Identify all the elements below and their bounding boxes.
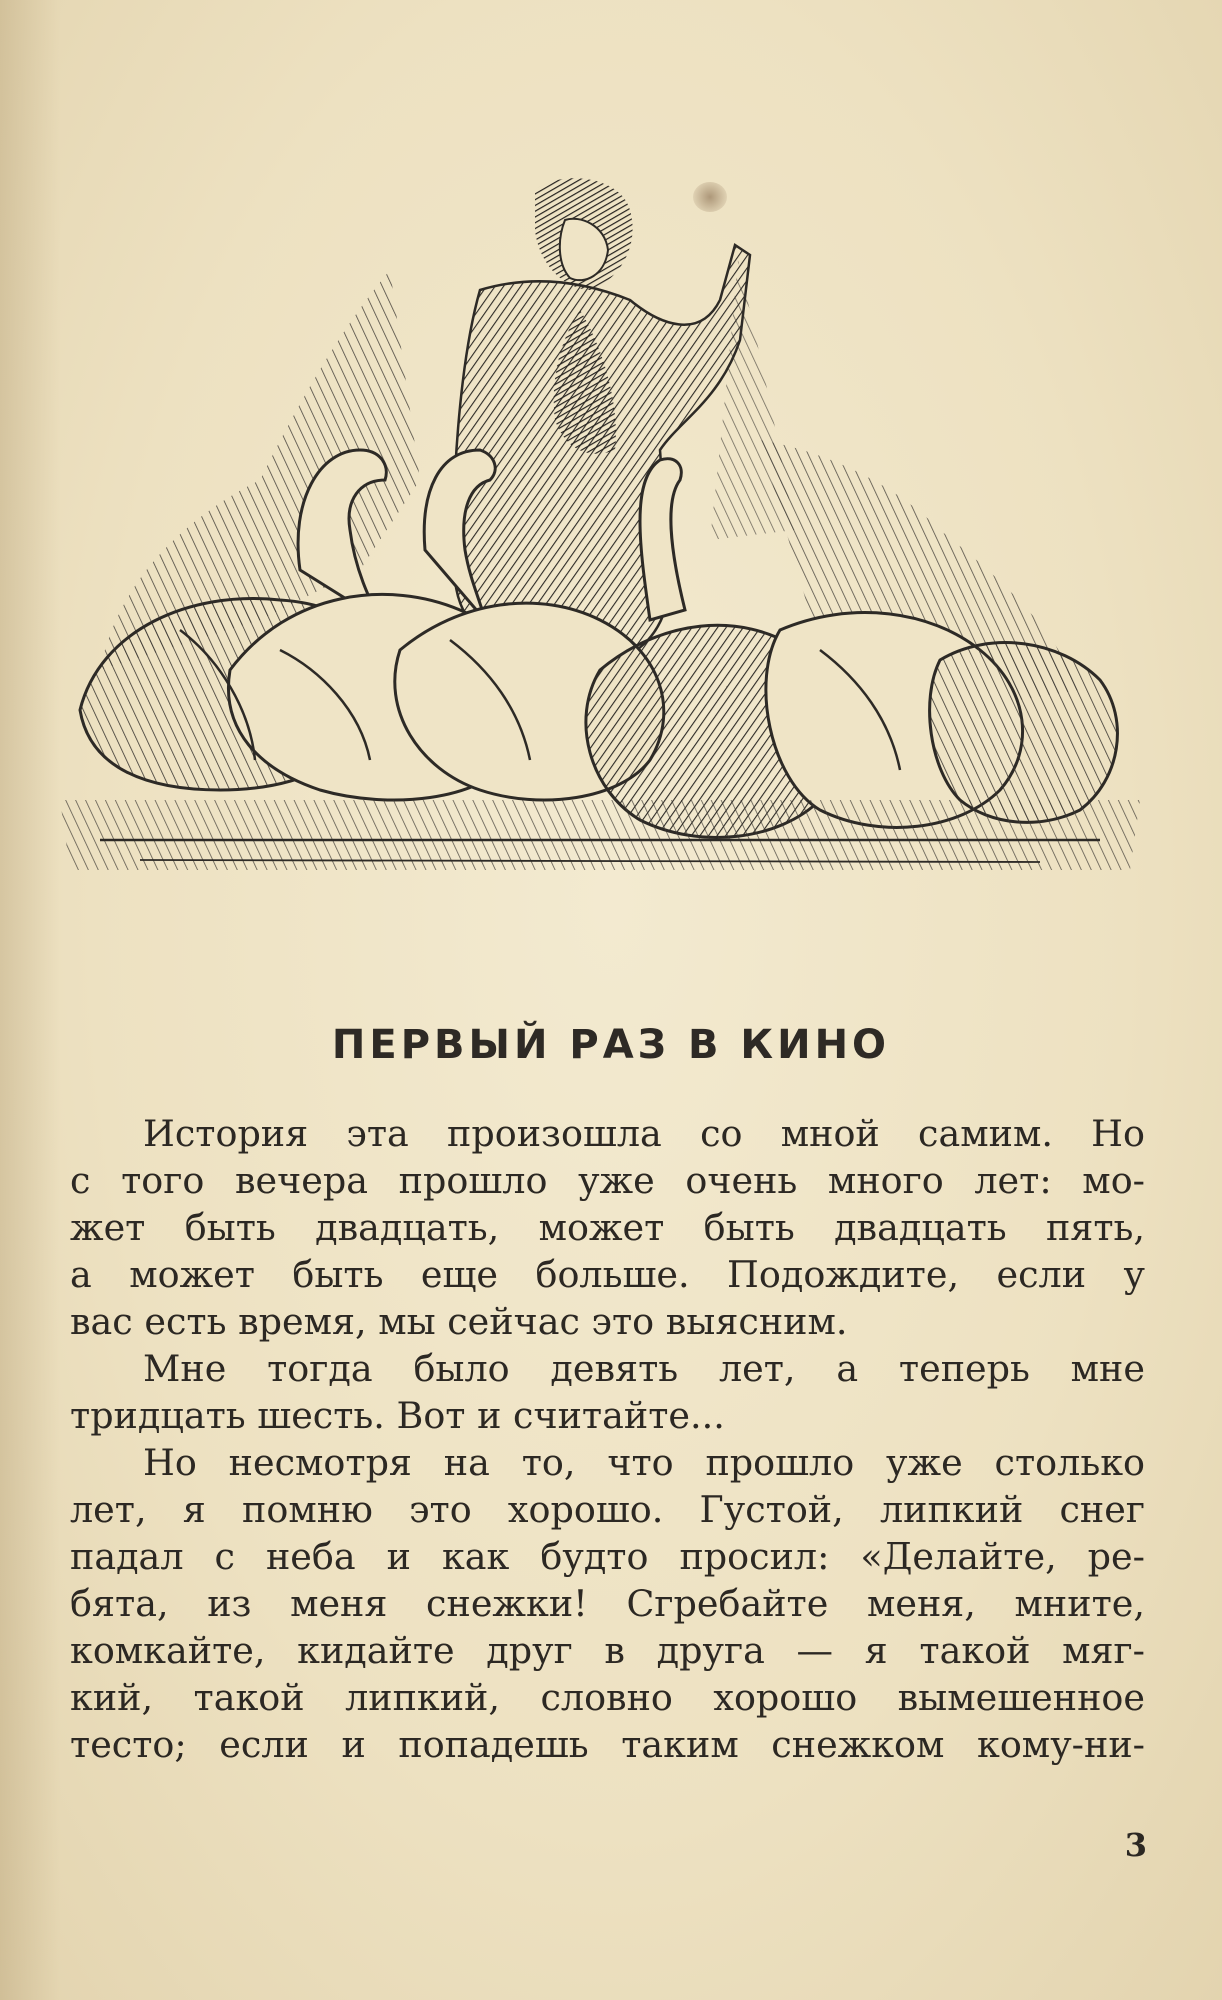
text-line: падал с неба и как будто просил: «Делайте, ре- [70, 1535, 1145, 1578]
text-line: лет, я помню это хорошо. Густой, липкий снег [70, 1488, 1145, 1531]
text-line: вас есть время, мы сейчас это выясним. [70, 1300, 848, 1343]
text-line: жет быть двадцать, может быть двадцать пять, [70, 1206, 1145, 1249]
chapter-title: ПЕРВЫЙ РАЗ В КИНО [331, 1022, 891, 1068]
text-line: История эта произошла со мной самим. Но [143, 1112, 1145, 1155]
text-line: Мне тогда было девять лет, а теперь мне [143, 1347, 1145, 1390]
text-line: тридцать шесть. Вот и считайте... [70, 1394, 725, 1437]
text-line: комкайте, кидайте друг в друга — я такой мяг- [70, 1629, 1145, 1672]
text-line: тесто; если и попадешь таким снежком кому-ни- [70, 1723, 1145, 1766]
page-gutter-shadow [0, 0, 60, 2000]
page-number: 3 [1124, 1826, 1147, 1864]
text-line: кий, такой липкий, словно хорошо вымешенное [70, 1676, 1145, 1719]
text-line: Но несмотря на то, что прошло уже столько [143, 1441, 1145, 1484]
text-line: с того вечера прошло уже очень много лет: мо- [70, 1159, 1145, 1202]
text-line: бята, из меня снежки! Сгребайте меня, мните, [70, 1582, 1145, 1625]
woman-feeding-geese-illustration [60, 150, 1140, 930]
body-text [70, 1110, 1145, 1768]
paper-stain [693, 182, 727, 212]
text-line: а может быть еще больше. Подождите, если у [70, 1253, 1145, 1296]
